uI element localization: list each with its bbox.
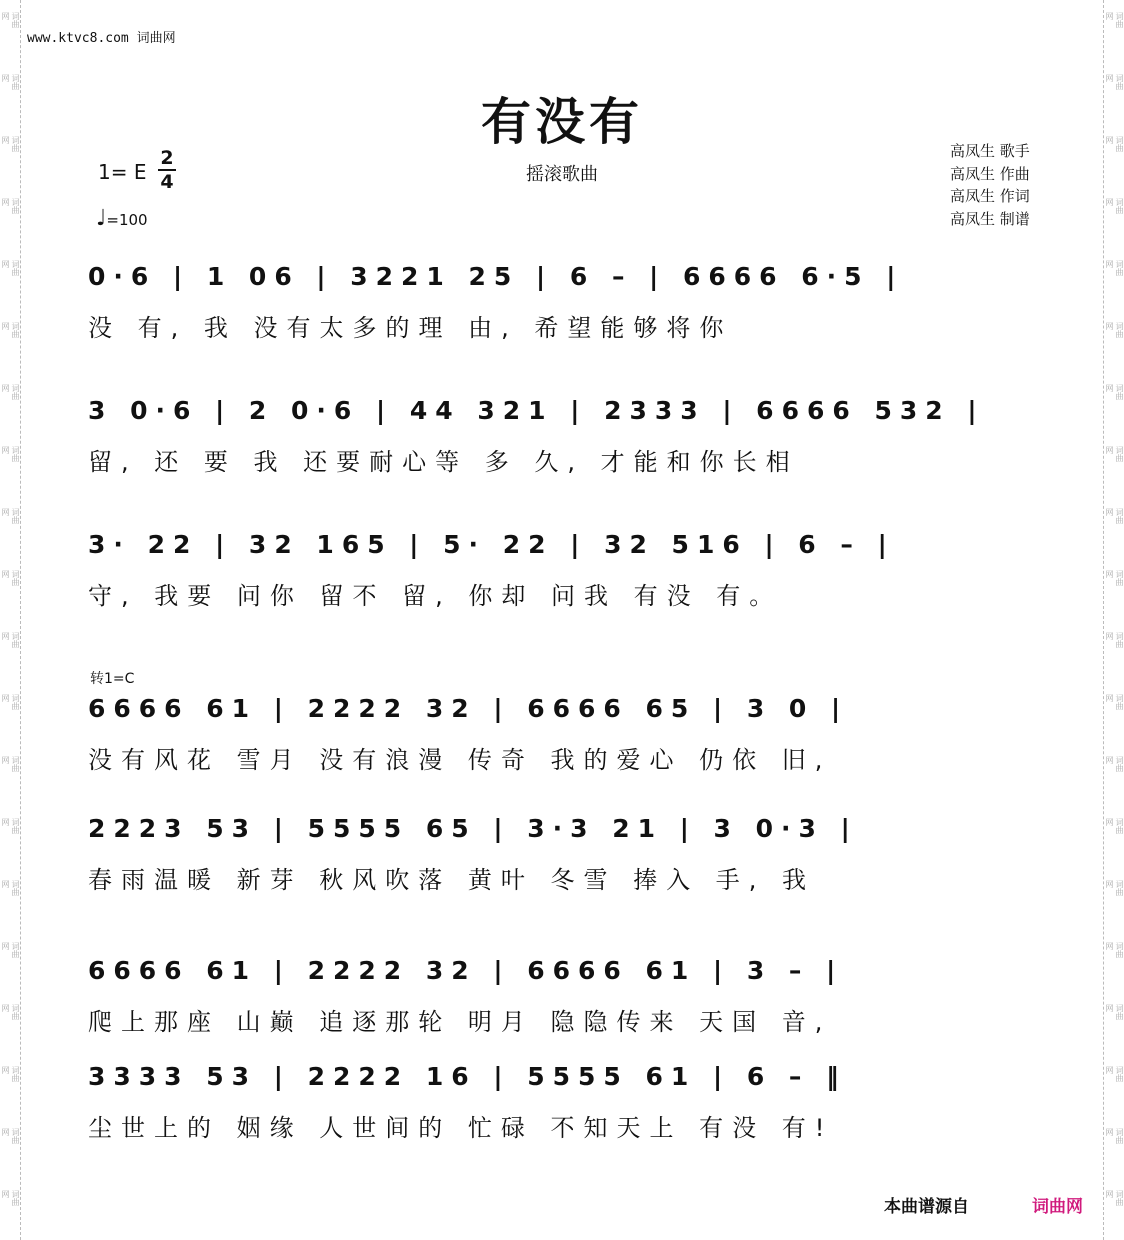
- watermark-text: 词曲网: [1, 1190, 20, 1206]
- lyric-line: 爬上那座 山巅 追逐那轮 明月 隐隐传来 天国 音,: [88, 1008, 832, 1036]
- site-url[interactable]: www.ktvc8.com 词曲网: [27, 31, 176, 46]
- watermark-text: 词曲网: [1, 260, 20, 276]
- watermark-text: 词曲网: [1105, 322, 1124, 338]
- watermark-text: 词曲网: [1, 756, 20, 772]
- watermark-text: 词曲网: [1105, 818, 1124, 834]
- watermark-text: 词曲网: [1, 570, 20, 586]
- lyric-line: 没有风花 雪月 没有浪漫 传奇 我的爱心 仍依 旧,: [88, 746, 832, 774]
- watermark-text: 词曲网: [1105, 1066, 1124, 1082]
- watermark-text: 词曲网: [1, 942, 20, 958]
- key-change-marking: 转1=C: [90, 671, 135, 687]
- watermark-text: 词曲网: [1105, 384, 1124, 400]
- credits: [950, 140, 1030, 230]
- time-signature-bottom: 4: [160, 171, 174, 193]
- watermark-text: 词曲网: [1, 136, 20, 152]
- watermark-text: 词曲网: [1105, 756, 1124, 772]
- watermark-text: 词曲网: [1105, 694, 1124, 710]
- notation-line: 6666 61 | 2222 32 | 6666 61 | 3 – |: [88, 956, 844, 985]
- watermark-text: 词曲网: [1, 632, 20, 648]
- time-signature-top: 2: [160, 147, 174, 169]
- watermark-text: 词曲网: [1, 694, 20, 710]
- watermark-text: 词曲网: [1, 74, 20, 90]
- song-title: 有没有: [481, 93, 643, 151]
- watermark-text: 词曲网: [1105, 570, 1124, 586]
- watermark-text: 词曲网: [1105, 632, 1124, 648]
- watermark-text: 词曲网: [1105, 12, 1124, 28]
- watermark-text: 词曲网: [1, 322, 20, 338]
- lyric-line: 春雨温暖 新芽 秋风吹落 黄叶 冬雪 捧入 手, 我: [88, 866, 816, 894]
- watermark-text: 词曲网: [1, 1066, 20, 1082]
- watermark-text: 词曲网: [1105, 1190, 1124, 1206]
- notation-line: 3333 53 | 2222 16 | 5555 61 | 6 – ‖: [88, 1062, 847, 1091]
- lyric-line: 留, 还 要 我 还要耐心等 多 久, 才能和你长相: [88, 448, 799, 476]
- notation-line: 0·6 | 1 06 | 3221 25 | 6 – | 6666 6·5 |: [88, 262, 904, 291]
- notation-line: 3· 22 | 32 165 | 5· 22 | 32 516 | 6 – |: [88, 530, 895, 559]
- score-row: [88, 396, 1038, 476]
- score-row: [88, 814, 1038, 894]
- watermark-text: 词曲网: [1105, 446, 1124, 462]
- lyric-line: 尘世上的 姻缘 人世间的 忙碌 不知天上 有没 有!: [88, 1114, 834, 1142]
- notation-line: 2223 53 | 5555 65 | 3·3 21 | 3 0·3 |: [88, 814, 858, 843]
- watermark-text: 词曲网: [1, 12, 20, 28]
- watermark-text: 词曲网: [1, 508, 20, 524]
- score-row: [88, 956, 1038, 1036]
- watermark-text: 词曲网: [1105, 942, 1124, 958]
- watermark-text: 词曲网: [1105, 260, 1124, 276]
- key-signature: 1= E: [98, 160, 147, 184]
- watermark-text: 词曲网: [1105, 508, 1124, 524]
- watermark-text: 词曲网: [1105, 1004, 1124, 1020]
- lyric-line: 没 有, 我 没有太多的理 由, 希望能够将你: [88, 314, 733, 342]
- site-brand-link[interactable]: 词曲网: [1032, 1197, 1083, 1217]
- watermark-text: 词曲网: [1, 818, 20, 834]
- notation-line: 3 0·6 | 2 0·6 | 44 321 | 2333 | 6666 532 |: [88, 396, 985, 425]
- watermark-text: 词曲网: [1, 446, 20, 462]
- right-watermark-strip: [1103, 0, 1124, 1240]
- watermark-text: 词曲网: [1105, 74, 1124, 90]
- watermark-text: 词曲网: [1, 1128, 20, 1144]
- watermark-text: 词曲网: [1105, 880, 1124, 896]
- tempo-value: =100: [106, 211, 148, 229]
- lyric-line: 守, 我要 问你 留不 留, 你却 问我 有没 有。: [88, 582, 783, 610]
- score-row: [88, 262, 1038, 342]
- watermark-text: 词曲网: [1, 880, 20, 896]
- credit-composer: 高凤生 作曲: [950, 164, 1030, 183]
- tempo-marking: [96, 206, 148, 231]
- credit-lyricist: 高凤生 作词: [950, 187, 1030, 206]
- watermark-text: 词曲网: [1, 384, 20, 400]
- watermark-text: 词曲网: [1, 198, 20, 214]
- left-watermark-strip: [0, 0, 21, 1240]
- score-row: [88, 694, 1038, 774]
- time-signature: [158, 148, 176, 192]
- watermark-text: 词曲网: [1105, 1128, 1124, 1144]
- watermark-text: 词曲网: [1105, 136, 1124, 152]
- source-label: 本曲谱源自: [884, 1197, 969, 1217]
- credit-arranger: 高凤生 制谱: [950, 209, 1030, 228]
- credit-singer: 高凤生 歌手: [950, 142, 1030, 160]
- notation-line: 6666 61 | 2222 32 | 6666 65 | 3 0 |: [88, 694, 849, 723]
- quarter-note-icon: ♩: [96, 206, 107, 231]
- watermark-text: 词曲网: [1, 1004, 20, 1020]
- song-genre: 摇滚歌曲: [526, 164, 598, 185]
- watermark-text: 词曲网: [1105, 198, 1124, 214]
- score-row: [88, 530, 1038, 610]
- score-row: [88, 1062, 1038, 1142]
